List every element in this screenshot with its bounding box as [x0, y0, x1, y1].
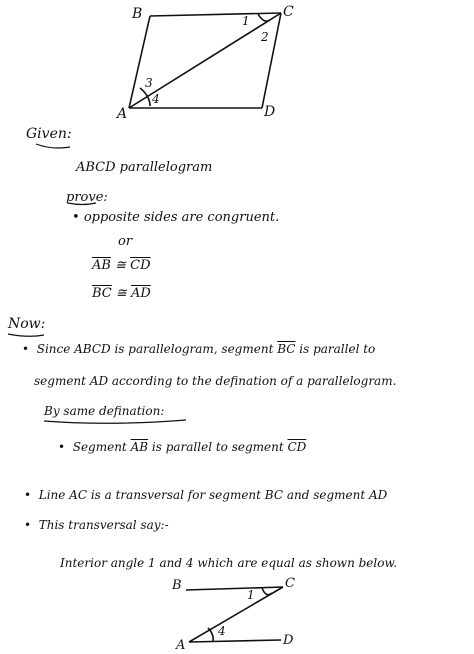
vertex-label-c: C [283, 4, 294, 20]
angle-label-2: 2 [261, 30, 269, 44]
given-underline [36, 144, 70, 148]
congruent-symbol: ≅ [115, 286, 127, 301]
z-angle-arc-a [208, 628, 213, 641]
prove-equation-2 [92, 286, 151, 301]
given-heading: Given: [26, 126, 72, 142]
z-angle-label-1: 1 [247, 588, 255, 602]
angle-label-4: 4 [152, 92, 160, 106]
angle-arc-c [258, 14, 270, 21]
same-def-underline [44, 420, 186, 423]
prove-text: opposite sides are congruent. [83, 210, 280, 225]
given-statement: ABCD parallelogram [76, 160, 213, 175]
z-vertex-label-d: D [283, 633, 294, 648]
bullet-5: Interior angle 1 and 4 which are equal as shown below. [60, 556, 398, 570]
z-top-bc [186, 587, 283, 590]
vertex-label-a: A [117, 106, 128, 122]
prove-line-1: • opposite sides are congruent. [72, 210, 280, 225]
prove-or: or [118, 234, 133, 249]
now-heading: Now: [8, 316, 46, 332]
congruent-symbol: ≅ [115, 258, 126, 273]
vertex-label-b: B [132, 6, 143, 22]
prove-equation-1 [92, 258, 151, 273]
segment-cd: $\overline{CD}$ [130, 258, 151, 273]
same-def-heading: By same defination: [44, 404, 165, 418]
z-bottom-ad [189, 640, 281, 642]
now-underline [8, 334, 44, 336]
z-angle-arc-c [262, 588, 272, 595]
angle-arc-a [140, 88, 150, 106]
z-vertex-label-a: A [176, 638, 186, 653]
segment-ad: $\overline{AD}$ [130, 286, 151, 301]
bullet-2: • Segment $\overline{AB}$ is parallel to segment $\overline{CD}$ [58, 440, 307, 454]
angle-label-1: 1 [242, 14, 250, 28]
side-bc [150, 13, 281, 16]
z-vertex-label-c: C [285, 576, 295, 591]
bullet-3: • Line AC is a transversal for segment BC and segment AD [24, 488, 388, 502]
bullet-1-line-2: segment AD according to the defination of a parallelogram. [34, 374, 397, 388]
side-cd [262, 13, 281, 108]
bullet-4: • This transversal say:- [24, 518, 169, 532]
z-angle-label-4: 4 [218, 624, 226, 638]
bullet-1-line-1: • Since ABCD is parallelogram, segment $\overline{BC}$ is parallel to [22, 342, 376, 356]
prove-heading: prove: [66, 190, 108, 205]
segment-ab: $\overline{AB}$ [92, 258, 111, 273]
z-vertex-label-b: B [172, 578, 182, 593]
vertex-label-d: D [264, 104, 276, 120]
segment-bc: $\overline{BC}$ [92, 286, 112, 301]
angle-label-3: 3 [145, 76, 153, 90]
